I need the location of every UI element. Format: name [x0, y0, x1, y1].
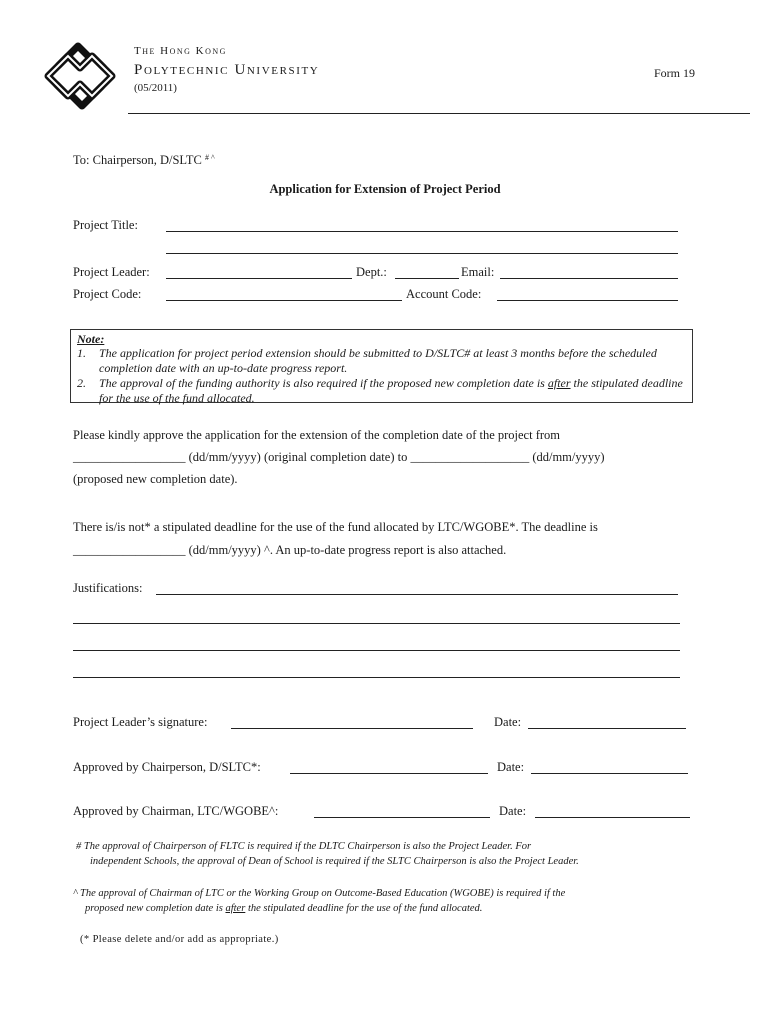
deadline-line-1: There is/is not* a stipulated deadline for the use of the fund allocated by LTC/WGOBE*. The deadline is	[73, 520, 598, 534]
approve-line-1: Please kindly approve the application for the extension of the completion date of the project from	[73, 428, 560, 442]
approve-line-3: (proposed new completion date).	[73, 472, 238, 486]
dept-label: Dept.:	[356, 265, 387, 279]
form-number: Form 19	[654, 66, 696, 80]
note-item-1: 1. The application for project period extension should be submitted to D/SLTC# at least 3 months before the scheduled completion date with an up-to-date progress report.	[77, 346, 657, 375]
project-leader-label: Project Leader:	[73, 265, 150, 279]
chairman-signature-label: Approved by Chairman, LTC/WGOBE^:	[73, 804, 279, 818]
justifications-label: Justifications:	[73, 581, 143, 595]
university-name: Polytechnic University	[134, 62, 320, 78]
justifications-field-2[interactable]	[73, 623, 680, 624]
deadline-date-blank: __________________	[73, 543, 186, 557]
project-code-label: Project Code:	[73, 287, 142, 301]
account-code-label: Account Code:	[406, 287, 482, 301]
approve-line-2: __________________ (dd/mm/yyyy) (original completion date) to ___________________ (dd/mm/yyyy)	[73, 450, 605, 464]
justifications-field-3[interactable]	[73, 650, 680, 651]
form-revision-date: (05/2011)	[134, 82, 177, 94]
project-code-field[interactable]	[166, 300, 402, 301]
leader-date-label: Date:	[494, 715, 522, 729]
email-label: Email:	[461, 265, 495, 279]
new-date-blank: ___________________	[410, 450, 530, 464]
project-title-label: Project Title:	[73, 218, 138, 232]
chairperson-signature-label: Approved by Chairperson, D/SLTC*:	[73, 760, 261, 774]
chairman-date-field[interactable]	[535, 817, 690, 818]
footnote-hash: # The approval of Chairperson of FLTC is required if the DLTC Chairperson is also the Project Leader. For independent Schools, the approval of Dean of School is required if the SLTC Chairperson is also the Project Leader.	[76, 841, 579, 867]
chairman-signature-field[interactable]	[314, 817, 490, 818]
chairperson-date-field[interactable]	[531, 773, 688, 774]
project-title-field-2[interactable]	[166, 253, 678, 254]
leader-signature-label: Project Leader’s signature:	[73, 715, 208, 729]
header-divider	[128, 113, 750, 114]
note-heading: Note:	[77, 332, 105, 346]
footnote-caret: ^ The approval of Chairman of LTC or the Working Group on Outcome-Based Education (WGOBE) is required if the proposed new completion date is after the stipulated deadline for the use of the fund allocated.	[73, 888, 566, 914]
chairperson-signature-field[interactable]	[290, 773, 488, 774]
leader-date-field[interactable]	[528, 728, 686, 729]
project-title-field[interactable]	[166, 231, 678, 232]
justifications-field-1[interactable]	[156, 594, 678, 595]
account-code-field[interactable]	[497, 300, 678, 301]
addressee-marks: # ^	[205, 153, 215, 162]
delete-note: (* Please delete and/or add as appropriate.)	[80, 934, 279, 945]
note-item-2: 2. The approval of the funding authority is also required if the proposed new completion date is after the stipulated deadline for the use of the fund allocated.	[77, 376, 683, 405]
chairman-date-label: Date:	[499, 804, 527, 818]
addressee-line: To: Chairperson, D/SLTC # ^	[73, 153, 215, 167]
leader-signature-field[interactable]	[231, 728, 473, 729]
original-date-blank: __________________	[73, 450, 186, 464]
chairperson-date-label: Date:	[497, 760, 525, 774]
form-title: Application for Extension of Project Period	[269, 182, 501, 196]
polyu-logo-icon	[38, 36, 122, 116]
university-name-small: The Hong Kong	[134, 45, 227, 57]
email-field[interactable]	[500, 278, 678, 279]
dept-field[interactable]	[395, 278, 459, 279]
justifications-field-4[interactable]	[73, 677, 680, 678]
note-box	[70, 329, 693, 403]
deadline-line-2: __________________ (dd/mm/yyyy) ^. An up-to-date progress report is also attached.	[73, 543, 507, 557]
project-leader-field[interactable]	[166, 278, 352, 279]
